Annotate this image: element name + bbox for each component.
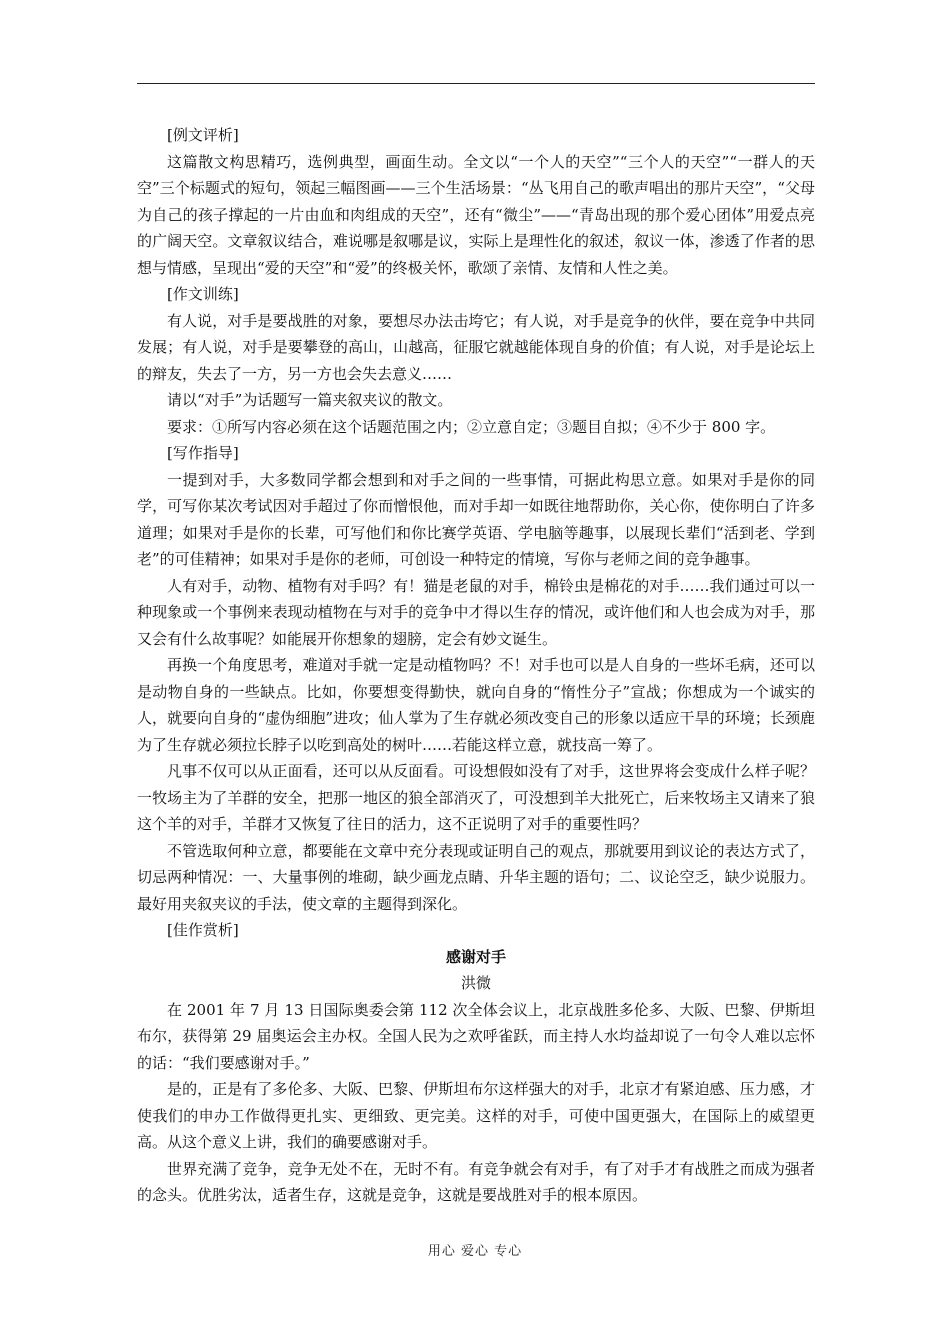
paragraph: 世界充满了竞争，竞争无处不在，无时不有。有竞争就会有对手，有了对手才有战胜之而成为强者的念头。优胜劣汰，适者生存，这就是竞争，这就是要战胜对手的根本原因。 (137, 1159, 815, 1204)
paragraph: 是的，正是有了多伦多、大阪、巴黎、伊斯坦布尔这样强大的对手，北京才有紧迫感、压力感，才使我们的申办工作做得更扎实、更细致、更完美。这样的对手，可使中国更强大，在国际上的威望更高。从这个意义上讲，我们的确要感谢对手。 (137, 1080, 815, 1151)
paragraph: 再换一个角度思考，难道对手就一定是动植物吗？不！对手也可以是人自身的一些坏毛病，还可以是动物自身的一些缺点。比如，你要想变得勤快，就向自身的“惰性分子”宣战；你想成为一个诚实的人，就要向自身的“虚伪细胞”进攻；仙人掌为了生存就必须改变自己的形象以适应干旱的环境；长颈鹿为了生存就必须拉长脖子以吃到高处的树叶……若能这样立意，就技高一筹了。 (137, 656, 815, 754)
header-rule (137, 83, 815, 84)
paragraph: 要求：①所写内容必须在这个话题范围之内；②立意自定；③题目自拟；④不少于 800 字。 (167, 417, 776, 436)
paragraph: 人有对手，动物、植物有对手吗？有！猫是老鼠的对手，棉铃虫是棉花的对手……我们通过可以一种现象或一个事例来表现动植物在与对手的竞争中才得以生存的情况，或许他们和人也会成为对手，那又会有什么故事呢？如能展开你想象的翅膀，定会有妙文诞生。 (137, 576, 815, 648)
paragraph: 有人说，对手是要战胜的对象，要想尽办法击垮它；有人说，对手是竞争的伙伴，要在竞争中共同发展；有人说，对手是要攀登的高山，山越高，征服它就越能体现自身的价值；有人说，对手是论坛上的辩友，失去了一方，另一方也会失去意义…… (137, 311, 815, 383)
section-heading-appreciation: [佳作赏析] (167, 921, 239, 939)
paragraph: 不管选取何种立意，都要能在文章中充分表现或证明自己的观点，那就要用到议论的表达方式了，切忌两种情况：一、大量事例的堆砌，缺少画龙点睛、升华主题的语句；二、议论空乏，缺少说服力。最好用夹叙夹议的手法，使文章的主题得到深化。 (137, 841, 815, 913)
essay-title: 感谢对手 (445, 947, 506, 966)
page-footer: 用心 爱心 专心 (427, 1244, 523, 1259)
paragraph: 在 2001 年 7 月 13 日国际奥委会第 112 次全体会议上，北京战胜多伦多、大阪、巴黎、伊斯坦布尔，获得第 29 届奥运会主办权。全国人民为之欢呼雀跃，而主持人水均益却说了一句令人难以忘怀的话：“我们要感谢对手。” (137, 1000, 815, 1072)
essay-author: 洪微 (460, 974, 491, 992)
paragraph: 请以“对手”为话题写一篇夹叙夹议的散文。 (167, 391, 453, 409)
section-heading-training: [作文训练] (167, 285, 239, 303)
paragraph: 一提到对手，大多数同学都会想到和对手之间的一些事情，可据此构思立意。如果对手是你的同学，可写你某次考试因对手超过了你而憎恨他，而对手却一如既往地帮助你，关心你，使你明白了许多道理；如果对手是你的长辈，可写他们和你比赛学英语、学电脑等趣事，以展现长辈们“活到老、学到老”的可佳精神；如果对手是你的老师，可创设一种特定的情境，写你与老师之间的竞争趣事。 (137, 470, 815, 568)
section-heading-analysis: [例文评析] (167, 126, 239, 144)
paragraph: 这篇散文构思精巧，选例典型，画面生动。全文以“一个人的天空”“三个人的天空”“一群人的天空”三个标题式的短句，领起三幅图画——三个生活场景：“丛飞用自己的歌声唱出的那片天空”，“父母为自己的孩子撑起的一片由血和肉组成的天空”，还有“微尘”——“青岛出现的那个爱心团体”用爱点亮的广阔天空。文章叙议结合，难说哪是叙哪是议，实际上是理性化的叙述，叙议一体，渗透了作者的思想与情感，呈现出“爱的天空”和“爱”的终极关怀，歌颂了亲情、友情和人性之美。 (137, 152, 815, 277)
paragraph: 凡事不仅可以从正面看，还可以从反面看。可设想假如没有了对手，这世界将会变成什么样子呢？一牧场主为了羊群的安全，把那一地区的狼全部消灭了，可没想到羊大批死亡，后来牧场主又请来了狼这个羊的对手，羊群才又恢复了往日的活力，这不正说明了对手的重要性吗？ (137, 762, 815, 833)
section-heading-guidance: [写作指导] (167, 444, 239, 462)
document-body (137, 122, 815, 1209)
